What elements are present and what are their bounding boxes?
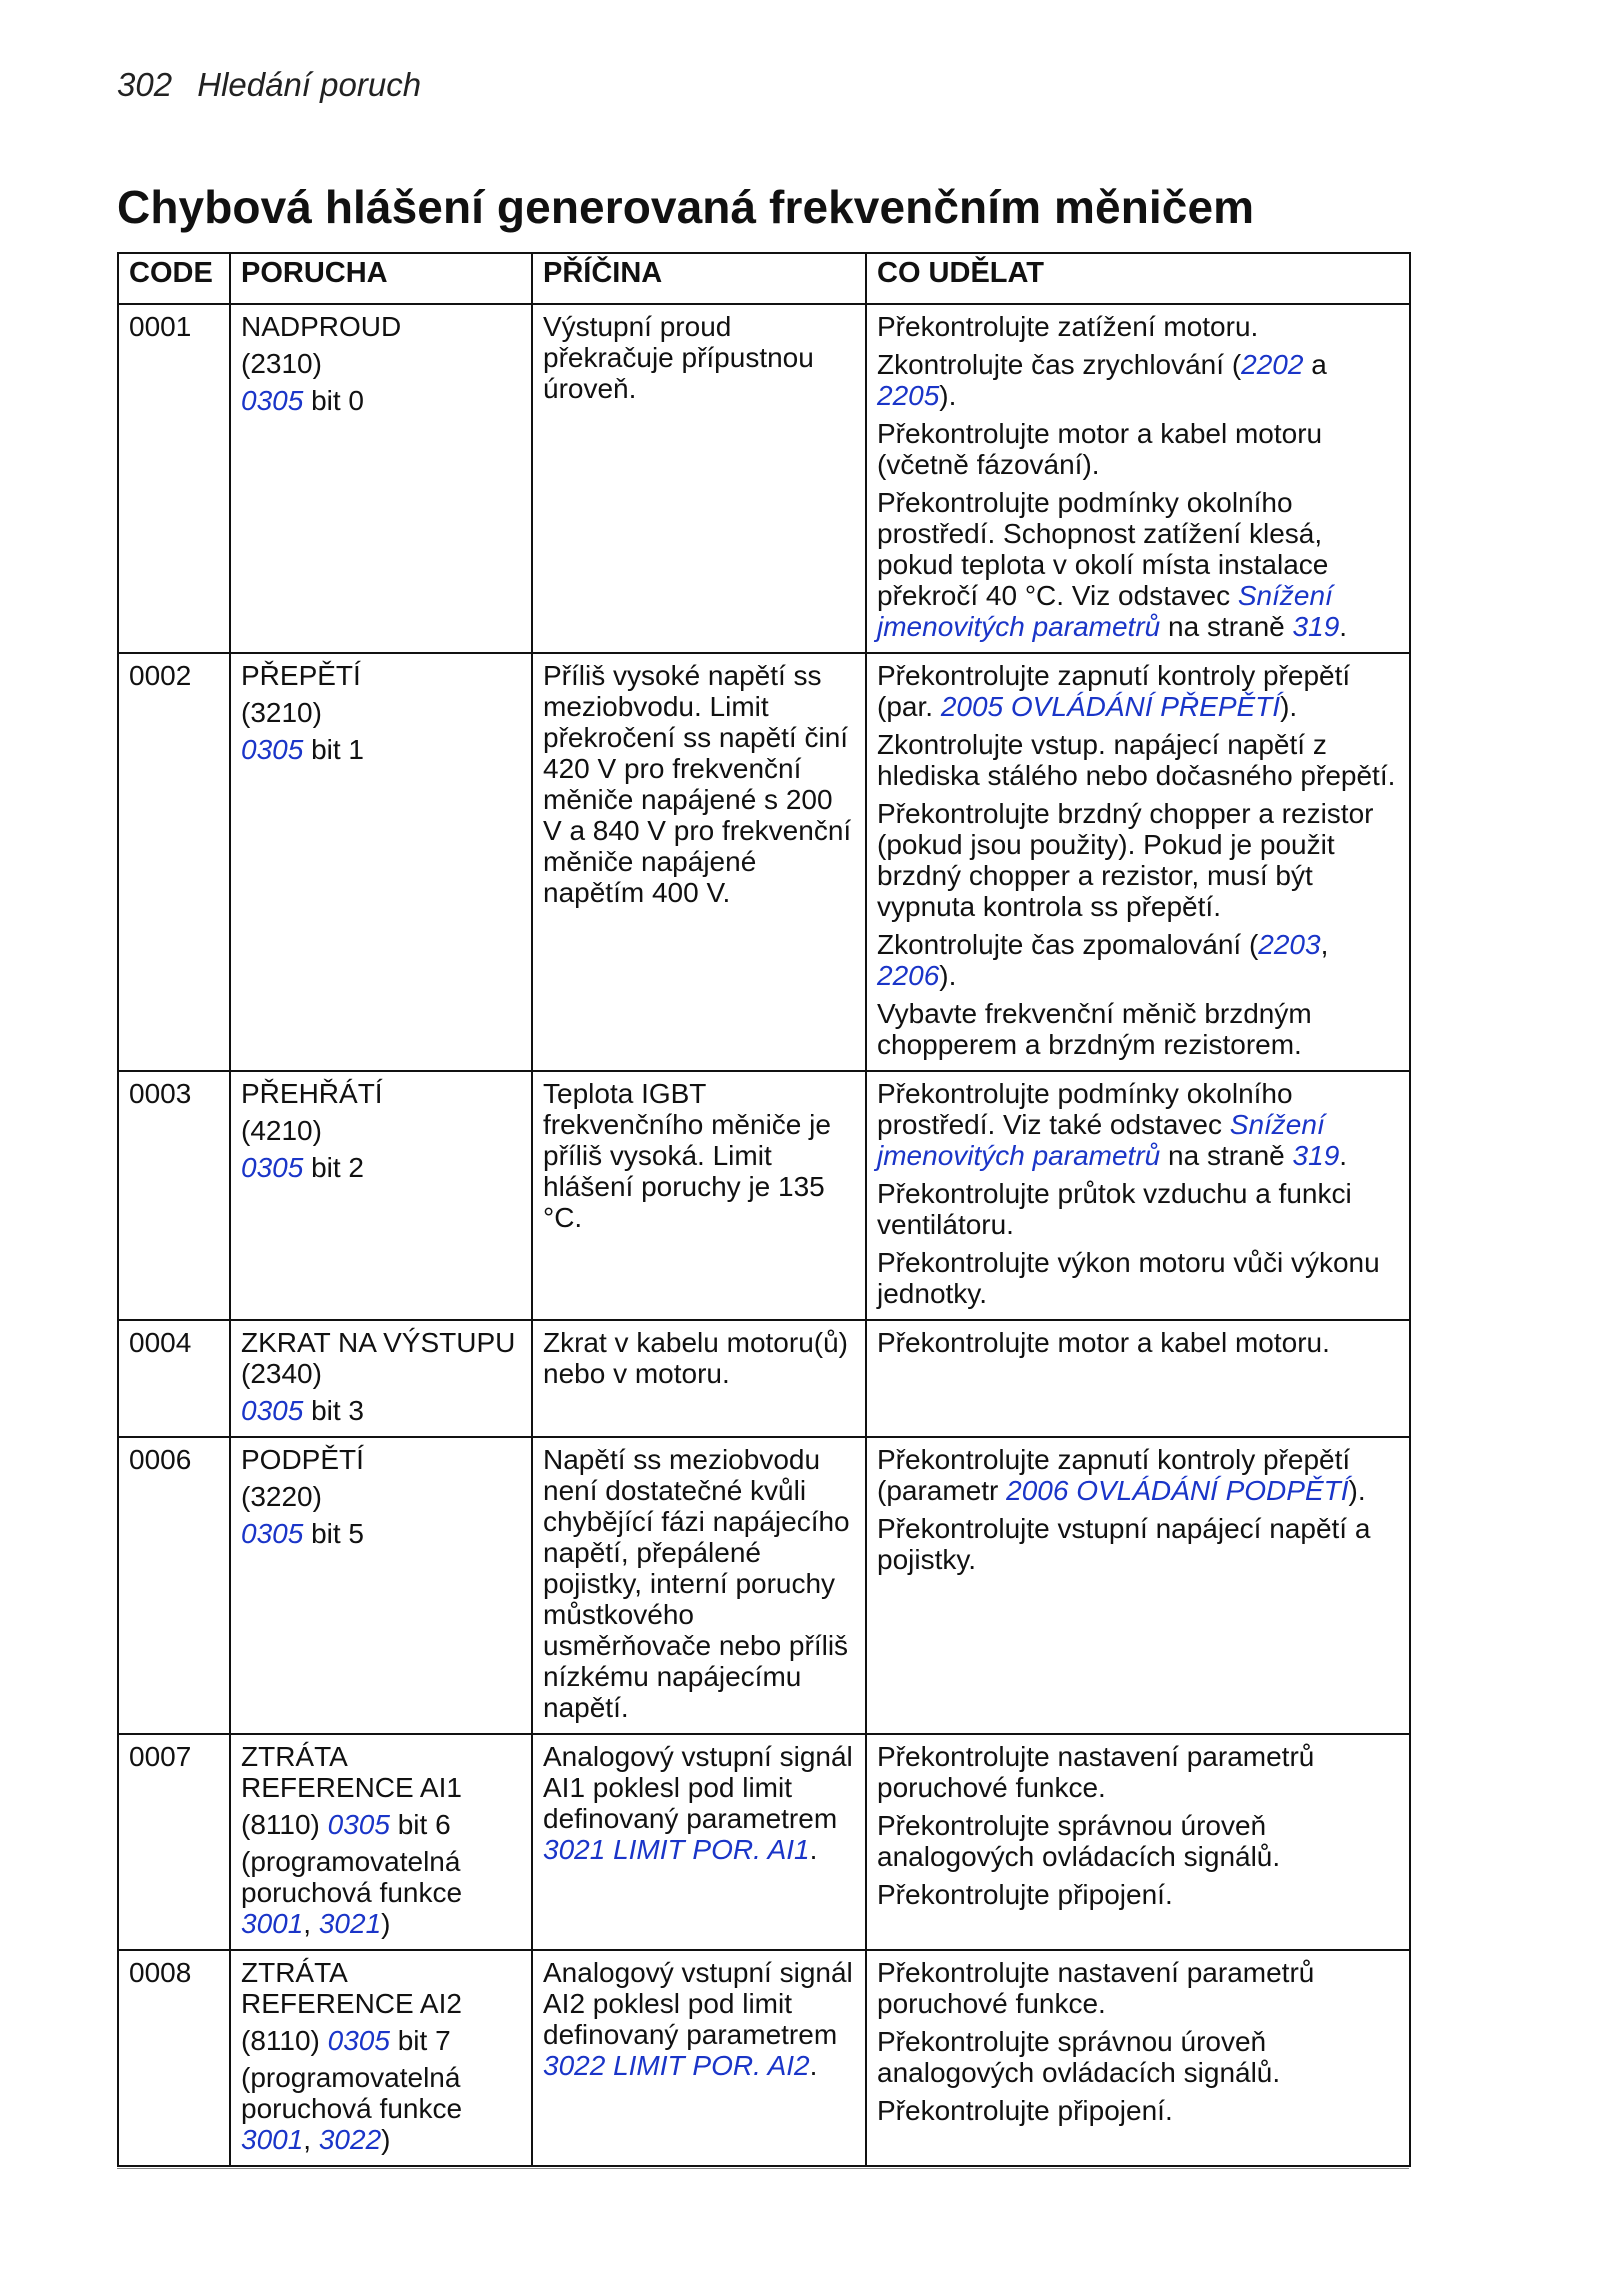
text-run: ). — [939, 380, 957, 411]
cross-reference-link[interactable]: 3022 LIMIT POR. AI2 — [543, 2050, 810, 2081]
action-paragraph — [877, 1879, 1399, 1910]
fault-action-cell — [866, 1437, 1410, 1734]
text-run: Překontrolujte připojení. — [877, 1879, 1173, 1910]
text-run: , — [303, 2124, 319, 2155]
cross-reference-link[interactable]: Snížení jmenovitých parametrů — [877, 1109, 1325, 1171]
action-paragraph — [877, 1741, 1399, 1803]
action-paragraph — [877, 1078, 1399, 1171]
action-paragraph — [877, 349, 1399, 411]
text-run: Napětí ss meziobvodu není dostatečné kvůli chybějící fázi napájecího napětí, přepálené pojistky, interní poruchy můstkového usměrňovače nebo příliš nízkému napájecímu napětí. — [543, 1444, 850, 1723]
fault-name-cell — [230, 1734, 532, 1950]
fault-name-cell — [230, 653, 532, 1071]
cause-paragraph — [543, 1078, 855, 1233]
fault-paragraph — [241, 1741, 521, 1803]
action-paragraph — [877, 418, 1399, 480]
fault-code-cell: 0006 — [118, 1437, 230, 1734]
text-run: Překontrolujte podmínky okolního prostředí. Schopnost zatížení klesá, pokud teplota v okolí místa instalace překročí 40 °C. Viz odstavec — [877, 487, 1329, 611]
fault-paragraph — [241, 1846, 521, 1939]
fault-code-cell: 0003 — [118, 1071, 230, 1320]
action-paragraph — [877, 1957, 1399, 2019]
cross-reference-link[interactable]: 3001 — [241, 2124, 304, 2155]
text-run: Překontrolujte zatížení motoru. — [877, 311, 1259, 342]
fault-cause-cell — [532, 1071, 866, 1320]
cross-reference-link[interactable]: 2202 — [1241, 349, 1304, 380]
action-paragraph — [877, 1444, 1399, 1506]
text-run: Výstupní proud překračuje přípustnou úroveň. — [543, 311, 814, 404]
column-header-code: CODE — [118, 253, 230, 304]
cross-reference-link[interactable]: 319 — [1292, 1140, 1340, 1171]
action-paragraph — [877, 1247, 1399, 1309]
text-run: bit 5 — [303, 1518, 364, 1549]
cross-reference-link[interactable]: 0305 — [241, 734, 304, 765]
text-run: PŘEHŘÁTÍ — [241, 1078, 383, 1109]
text-run: na straně — [1160, 1140, 1293, 1171]
text-run: Teplota IGBT frekvenčního měniče je příliš vysoká. Limit hlášení poruchy je 135 °C. — [543, 1078, 831, 1233]
text-run: ) — [381, 2124, 391, 2155]
column-header-fault: PORUCHA — [230, 253, 532, 304]
fault-action-cell — [866, 1950, 1410, 2166]
fault-paragraph — [241, 1444, 521, 1475]
text-run: Analogový vstupní signál AI2 poklesl pod limit definovaný parametrem — [543, 1957, 853, 2050]
table-row — [118, 653, 1410, 1071]
cross-reference-link[interactable]: 2005 OVLÁDÁNÍ PŘEPĚTÍ — [940, 691, 1281, 722]
text-run: Zkrat v kabelu motoru(ů) nebo v motoru. — [543, 1327, 848, 1389]
fault-paragraph — [241, 348, 521, 379]
action-paragraph — [877, 487, 1399, 642]
cross-reference-link[interactable]: 0305 — [241, 1518, 304, 1549]
cause-paragraph — [543, 1741, 855, 1865]
text-run: (2310) — [241, 348, 322, 379]
table-row — [118, 304, 1410, 653]
cross-reference-link[interactable]: 0305 — [241, 1152, 304, 1183]
footer-divider — [117, 2168, 1409, 2169]
fault-code-cell: 0001 — [118, 304, 230, 653]
fault-paragraph — [241, 1152, 521, 1183]
action-paragraph — [877, 1327, 1399, 1358]
text-run: (3220) — [241, 1481, 322, 1512]
text-run: bit 1 — [303, 734, 364, 765]
page-number: 302 — [117, 66, 173, 103]
text-run: ). — [1280, 691, 1298, 722]
text-run: . — [1339, 1140, 1348, 1171]
text-run: ZTRÁTA REFERENCE AI1 — [241, 1741, 462, 1803]
text-run: Překontrolujte zapnutí kontroly přepětí (par. — [877, 660, 1351, 722]
text-run: Vybavte frekvenční měnič brzdným chopperem a brzdným rezistorem. — [877, 998, 1312, 1060]
text-run: bit 7 — [389, 2025, 451, 2056]
table-row — [118, 1437, 1410, 1734]
action-paragraph — [877, 929, 1399, 991]
text-run: (3210) — [241, 697, 322, 728]
action-paragraph — [877, 1178, 1399, 1240]
text-run: bit 0 — [303, 385, 364, 416]
fault-code-cell: 0002 — [118, 653, 230, 1071]
fault-name-cell — [230, 1320, 532, 1437]
text-run: Překontrolujte motor a kabel motoru (včetně fázování). — [877, 418, 1323, 480]
cross-reference-link[interactable]: 2206 — [877, 960, 940, 991]
action-paragraph — [877, 660, 1399, 722]
fault-name-cell — [230, 1071, 532, 1320]
cross-reference-link[interactable]: 0305 — [327, 2025, 390, 2056]
fault-paragraph — [241, 2025, 521, 2056]
fault-action-cell — [866, 1734, 1410, 1950]
text-run: Zkontrolujte čas zrychlování ( — [877, 349, 1242, 380]
table-row — [118, 1320, 1410, 1437]
text-run: Překontrolujte správnou úroveň analogových ovládacích signálů. — [877, 1810, 1281, 1872]
fault-cause-cell — [532, 1950, 866, 2166]
text-run: . — [1339, 611, 1348, 642]
action-paragraph — [877, 2026, 1399, 2088]
text-run: Překontrolujte zapnutí kontroly přepětí (parametr — [877, 1444, 1351, 1506]
section-title: Hledání poruch — [197, 66, 422, 103]
text-run: (8110) — [241, 2025, 328, 2056]
fault-cause-cell — [532, 1437, 866, 1734]
cross-reference-link[interactable]: Snížení jmenovitých parametrů — [877, 580, 1333, 642]
fault-paragraph — [241, 1518, 521, 1549]
text-run: Překontrolujte podmínky okolního prostředí. Viz také odstavec — [877, 1078, 1293, 1140]
text-run: Překontrolujte motor a kabel motoru. — [877, 1327, 1330, 1358]
text-run: Překontrolujte brzdný chopper a rezistor (pokud jsou použity). Pokud je použit brzdný chopper a rezistor, musí být vypnuta kontrola ss přepětí. — [877, 798, 1374, 922]
text-run: Zkontrolujte vstup. napájecí napětí z hlediska stálého nebo dočasného přepětí. — [877, 729, 1396, 791]
fault-table — [117, 252, 1411, 2167]
fault-code-cell: 0008 — [118, 1950, 230, 2166]
text-run: ) — [381, 1908, 391, 1939]
text-run: (4210) — [241, 1115, 322, 1146]
fault-cause-cell — [532, 304, 866, 653]
fault-cause-cell — [532, 653, 866, 1071]
column-header-cause: PŘÍČINA — [532, 253, 866, 304]
table-body — [118, 304, 1410, 2166]
fault-cause-cell — [532, 1320, 866, 1437]
fault-paragraph — [241, 311, 521, 342]
cross-reference-link[interactable]: 3001 — [241, 1908, 304, 1939]
fault-action-cell — [866, 1320, 1410, 1437]
fault-paragraph — [241, 1327, 521, 1389]
text-run: Překontrolujte správnou úroveň analogových ovládacích signálů. — [877, 2026, 1281, 2088]
action-paragraph — [877, 998, 1399, 1060]
fault-action-cell — [866, 304, 1410, 653]
text-run: ZTRÁTA REFERENCE AI2 — [241, 1957, 462, 2019]
fault-name-cell — [230, 1437, 532, 1734]
table-header-row — [118, 253, 1410, 304]
fault-code-cell: 0007 — [118, 1734, 230, 1950]
text-run: na straně — [1160, 611, 1293, 642]
fault-paragraph — [241, 1115, 521, 1146]
text-run: (8110) — [241, 1809, 328, 1840]
text-run: Zkontrolujte čas zpomalování ( — [877, 929, 1259, 960]
text-run: . — [809, 2050, 818, 2081]
fault-paragraph — [241, 1395, 521, 1426]
text-run: ). — [1348, 1475, 1366, 1506]
text-run: Příliš vysoké napětí ss meziobvodu. Limit překročení ss napětí činí 420 V pro frekvenční měniče napájené s 200 V a 840 V pro frekvenční měniče napájené napětím 400 V. — [543, 660, 852, 908]
fault-action-cell — [866, 1071, 1410, 1320]
text-run: Překontrolujte připojení. — [877, 2095, 1173, 2126]
text-run: Analogový vstupní signál AI1 poklesl pod limit definovaný parametrem — [543, 1741, 853, 1834]
table-row — [118, 1950, 1410, 2166]
cross-reference-link[interactable]: 0305 — [241, 1395, 304, 1426]
fault-paragraph — [241, 697, 521, 728]
fault-paragraph — [241, 1481, 521, 1512]
cross-reference-link[interactable]: 0305 — [241, 385, 304, 416]
fault-cause-cell — [532, 1734, 866, 1950]
fault-code-cell: 0004 — [118, 1320, 230, 1437]
cause-paragraph — [543, 1327, 855, 1389]
fault-name-cell — [230, 1950, 532, 2166]
text-run: a — [1303, 349, 1327, 380]
cause-paragraph — [543, 1957, 855, 2081]
cross-reference-link[interactable]: 319 — [1292, 611, 1340, 642]
fault-paragraph — [241, 2062, 521, 2155]
text-run: , — [303, 1908, 319, 1939]
action-paragraph — [877, 1810, 1399, 1872]
text-run: NADPROUD — [241, 311, 402, 342]
fault-paragraph — [241, 385, 521, 416]
action-paragraph — [877, 798, 1399, 922]
fault-paragraph — [241, 734, 521, 765]
fault-action-cell — [866, 653, 1410, 1071]
fault-name-cell — [230, 304, 532, 653]
text-run: PODPĚTÍ — [241, 1444, 364, 1475]
cause-paragraph — [543, 311, 855, 404]
cross-reference-link[interactable]: 3021 LIMIT POR. AI1 — [543, 1834, 810, 1865]
cause-paragraph — [543, 660, 855, 908]
text-run: Překontrolujte výkon motoru vůči výkonu jednotky. — [877, 1247, 1380, 1309]
text-run: PŘEPĚTÍ — [241, 660, 361, 691]
fault-paragraph — [241, 1809, 521, 1840]
cross-reference-link[interactable]: 2006 OVLÁDÁNÍ PODPĚTÍ — [1006, 1475, 1349, 1506]
page-title: Chybová hlášení generovaná frekvenčním měničem — [117, 181, 1255, 233]
table-row — [118, 1734, 1410, 1950]
text-run: ). — [939, 960, 957, 991]
column-header-action: CO UDĚLAT — [866, 253, 1410, 304]
cross-reference-link[interactable]: 3022 — [318, 2124, 382, 2155]
action-paragraph — [877, 2095, 1399, 2126]
text-run: , — [1320, 929, 1329, 960]
table-row — [118, 1071, 1410, 1320]
running-header — [117, 66, 421, 104]
text-run: Překontrolujte průtok vzduchu a funkci ventilátoru. — [877, 1178, 1352, 1240]
cross-reference-link[interactable]: 2205 — [877, 380, 940, 411]
text-run: bit 2 — [303, 1152, 364, 1183]
text-run: Překontrolujte nastavení parametrů poruchové funkce. — [877, 1957, 1315, 2019]
cross-reference-link[interactable]: 0305 — [327, 1809, 390, 1840]
fault-paragraph — [241, 1957, 521, 2019]
action-paragraph — [877, 311, 1399, 342]
action-paragraph — [877, 1513, 1399, 1575]
action-paragraph — [877, 729, 1399, 791]
cross-reference-link[interactable]: 2203 — [1258, 929, 1321, 960]
text-run: . — [809, 1834, 818, 1865]
text-run: ZKRAT NA VÝSTUPU (2340) — [241, 1327, 516, 1389]
text-run: (programovatelná poruchová funkce — [241, 1846, 463, 1908]
text-run: Překontrolujte nastavení parametrů poruchové funkce. — [877, 1741, 1315, 1803]
text-run: bit 3 — [303, 1395, 364, 1426]
cross-reference-link[interactable]: 3021 — [318, 1908, 382, 1939]
cause-paragraph — [543, 1444, 855, 1723]
text-run: Překontrolujte vstupní napájecí napětí a pojistky. — [877, 1513, 1371, 1575]
text-run: (programovatelná poruchová funkce — [241, 2062, 463, 2124]
fault-paragraph — [241, 660, 521, 691]
fault-paragraph — [241, 1078, 521, 1109]
text-run: bit 6 — [389, 1809, 451, 1840]
